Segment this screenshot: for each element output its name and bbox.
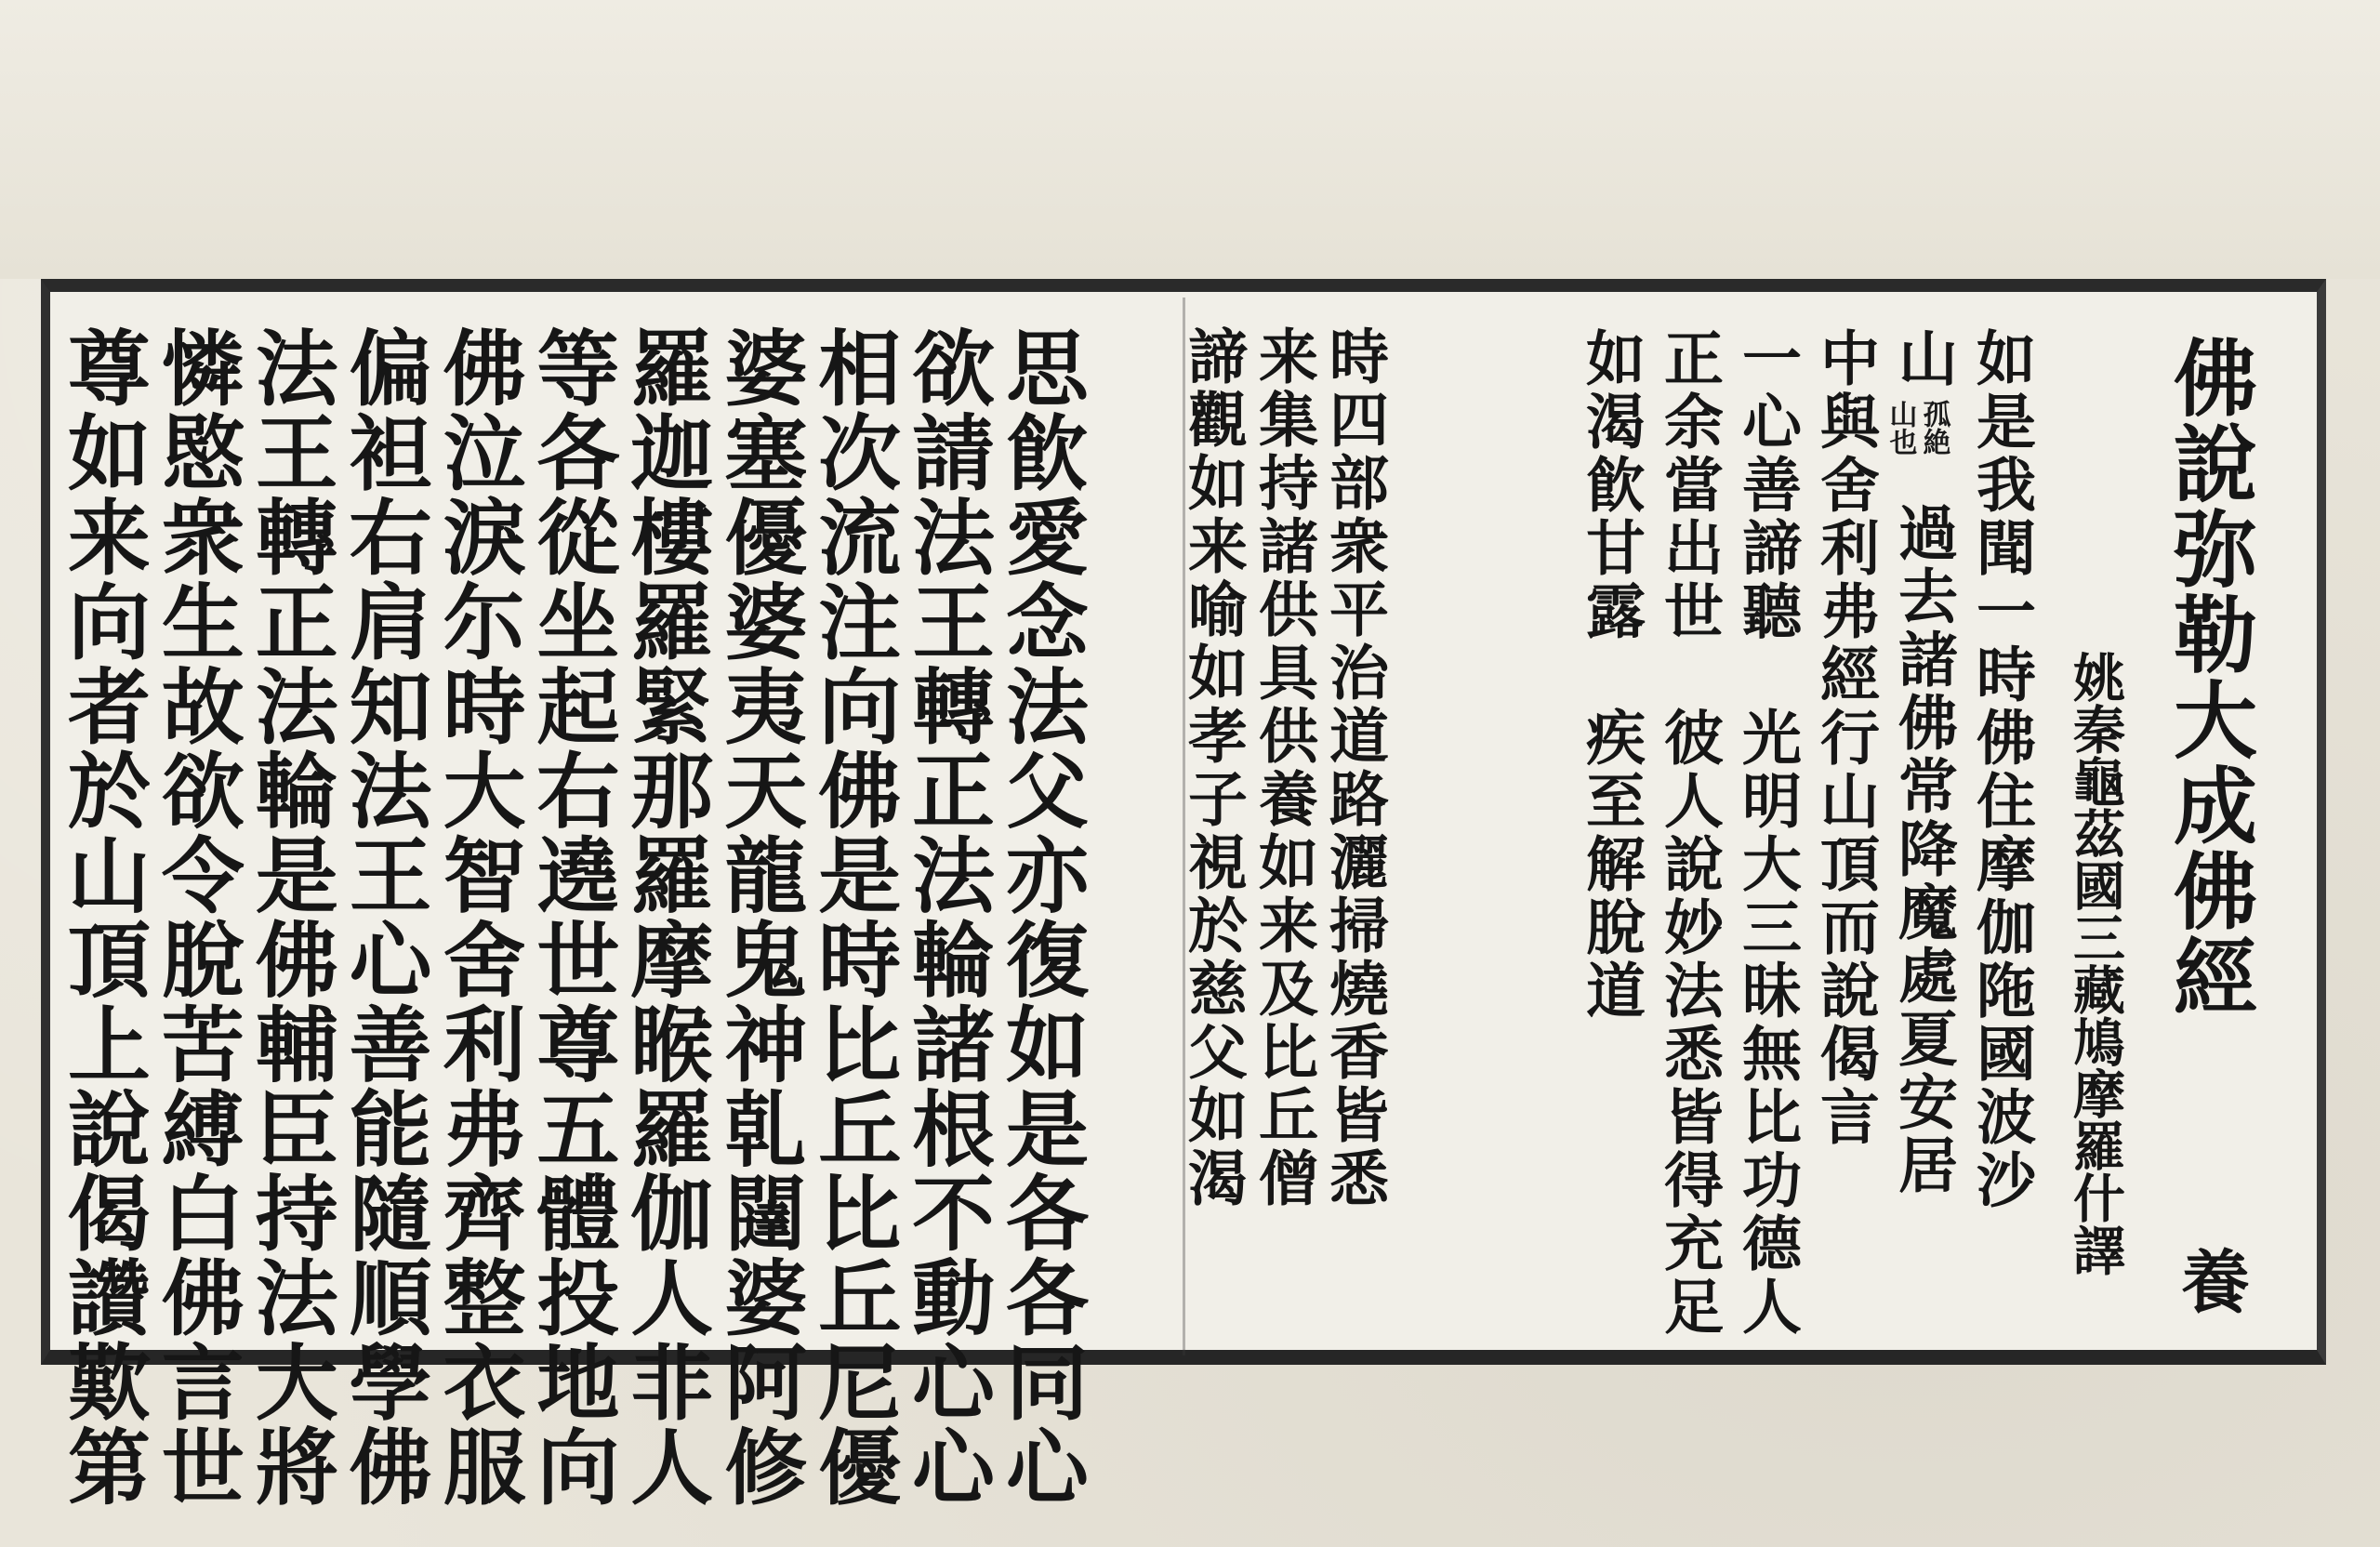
verse-1a: 一心善諦聽 (1732, 327, 1802, 643)
text-column-18: 法王轉正法輪是佛輔臣持法大將 (242, 325, 339, 1509)
volume-mark: 養 (2170, 1246, 2250, 1316)
verse-1c: 無比功德人 (1732, 1023, 1802, 1339)
interlinear-note-2: 山也 (1884, 400, 1917, 456)
text-column-9: 諦觀如来喻如孝子視於慈父如渴 (1178, 325, 1248, 1210)
text-column-15: 等各從坐起右遶世尊五體投地向 (523, 325, 621, 1509)
text-column-11: 欲請法王轉正法輪諸根不動心心 (899, 325, 997, 1509)
text-column-16: 佛泣淚尓時大智舍利弗齊整衣服 (430, 325, 527, 1509)
text-column-13: 婆塞優婆夷天龍鬼神乹闥婆阿修 (711, 325, 809, 1509)
text-column-8: 来集持諸供具供養如来及比丘僧 (1249, 325, 1318, 1210)
verse-2c: 悉皆得充足 (1654, 1023, 1724, 1339)
top-margin (0, 0, 2380, 279)
text-column-3: 中與舍利弗經行山頂而說偈言 (1810, 327, 1880, 1149)
sutra-title: 佛說弥勒大成佛經 (2159, 335, 2257, 1019)
text-column-20: 尊如来向者於山頂上說偈讚歎第 (54, 325, 152, 1509)
text-column-19: 憐愍衆生故欲令脫苦縛白佛言世 (148, 325, 245, 1509)
verse-1b: 光明大三昧 (1732, 707, 1802, 1023)
text-column-12: 相次流注向佛是時比丘比丘尼優 (805, 325, 903, 1509)
text-column-1: 如是我聞一時佛住摩伽陁國波沙 (1966, 327, 2036, 1212)
verse-3b: 疾至解脫道 (1576, 707, 1646, 1023)
verse-3a: 如渴飮甘露 (1576, 327, 1646, 643)
text-column-2-start: 山 (1888, 327, 1958, 390)
verse-2a: 正余當出世 (1654, 327, 1724, 643)
translator-line: 姚秦龜茲國三藏鳩摩羅什譯 (2065, 651, 2126, 1276)
interlinear-note-1: 孤絶 (1917, 400, 1950, 456)
text-column-14: 羅迦樓羅緊那羅摩睺羅伽人非人 (617, 325, 715, 1509)
text-column-17: 偏袒右肩知法王心善能隨順學佛 (336, 325, 433, 1509)
text-column-7: 時四部衆平治道路灑掃燒香皆悉 (1319, 325, 1389, 1210)
text-column-10: 思飮愛念法父亦復如是各各同心 (992, 325, 1090, 1509)
verse-2b: 彼人說妙法 (1654, 707, 1724, 1023)
text-column-2-rest: 過去諸佛常降魔處夏安居 (1888, 502, 1958, 1197)
